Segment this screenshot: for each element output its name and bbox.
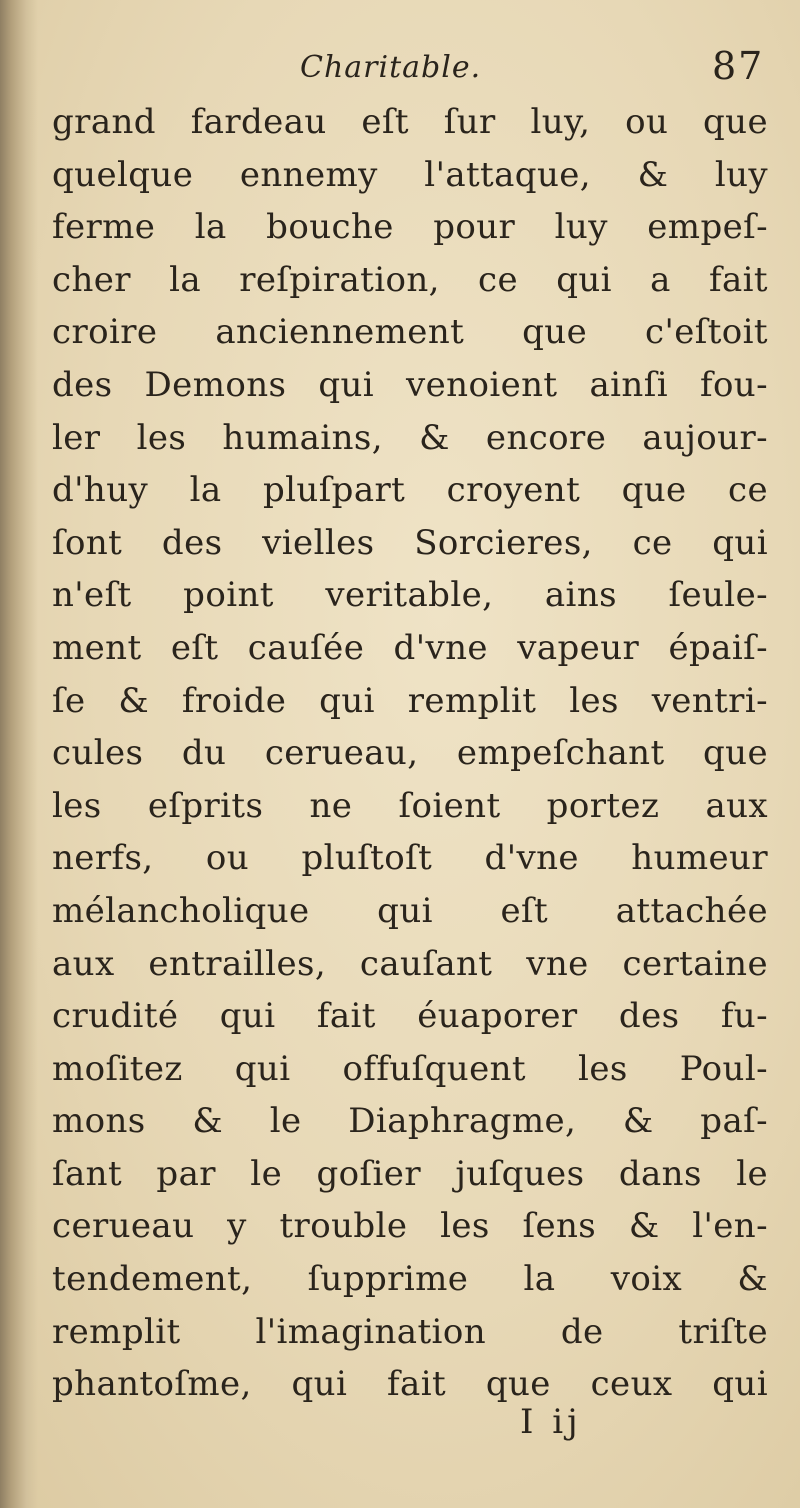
text-line: d'huy la pluſpart croyent que ce	[52, 470, 768, 511]
text-line: ment eſt cauſée d'vne vapeur épaiſ-	[52, 627, 768, 668]
text-line: cules du cerueau, empeſchant que	[52, 733, 768, 774]
text-line: nerfs, ou pluſtoſt d'vne humeur	[52, 838, 768, 879]
signature-mark: I ij	[520, 1402, 582, 1442]
text-line: phantoſme, qui fait que ceux qui	[52, 1364, 768, 1405]
text-line: ſont des vielles Sorcieres, ce qui	[52, 522, 768, 563]
text-line: quelque ennemy l'attaque, & luy	[52, 154, 768, 195]
page-gutter-shadow	[0, 0, 38, 1508]
text-line: ſant par le goſier juſques dans le	[52, 1153, 768, 1194]
text-line: ſe & froide qui remplit les ventri-	[52, 680, 768, 721]
page-number: 87	[712, 44, 765, 88]
text-line: ler les humains, & encore aujour-	[52, 417, 768, 458]
text-line: grand fardeau eſt ſur luy, ou que	[52, 102, 768, 142]
text-line: aux entrailles, cauſant vne certaine	[52, 943, 768, 984]
page-header	[0, 40, 800, 100]
body-text	[52, 96, 768, 1411]
text-line: croire anciennement que c'eſtoit	[52, 312, 768, 353]
running-title: Charitable.	[300, 50, 482, 85]
text-line: moſitez qui offuſquent les Poul-	[52, 1048, 768, 1089]
text-line: des Demons qui venoient ainſi fou-	[52, 364, 768, 405]
text-line: remplit l'imagination de triſte	[52, 1311, 768, 1352]
text-line: cerueau y trouble les ſens & l'en-	[52, 1206, 768, 1247]
text-line: ferme la bouche pour luy empeſ-	[52, 207, 768, 248]
text-line: crudité qui fait éuaporer des fu-	[52, 996, 768, 1037]
text-line: n'eſt point veritable, ains ſeule-	[52, 575, 768, 616]
text-line: cher la reſpiration, ce qui a fait	[52, 259, 768, 300]
text-line: mélancholique qui eſt attachée	[52, 890, 768, 931]
text-line: les eſprits ne ſoient portez aux	[52, 785, 768, 826]
text-line: mons & le Diaphragme, & paſ-	[52, 1101, 768, 1142]
text-line: tendement, ſupprime la voix &	[52, 1259, 768, 1300]
